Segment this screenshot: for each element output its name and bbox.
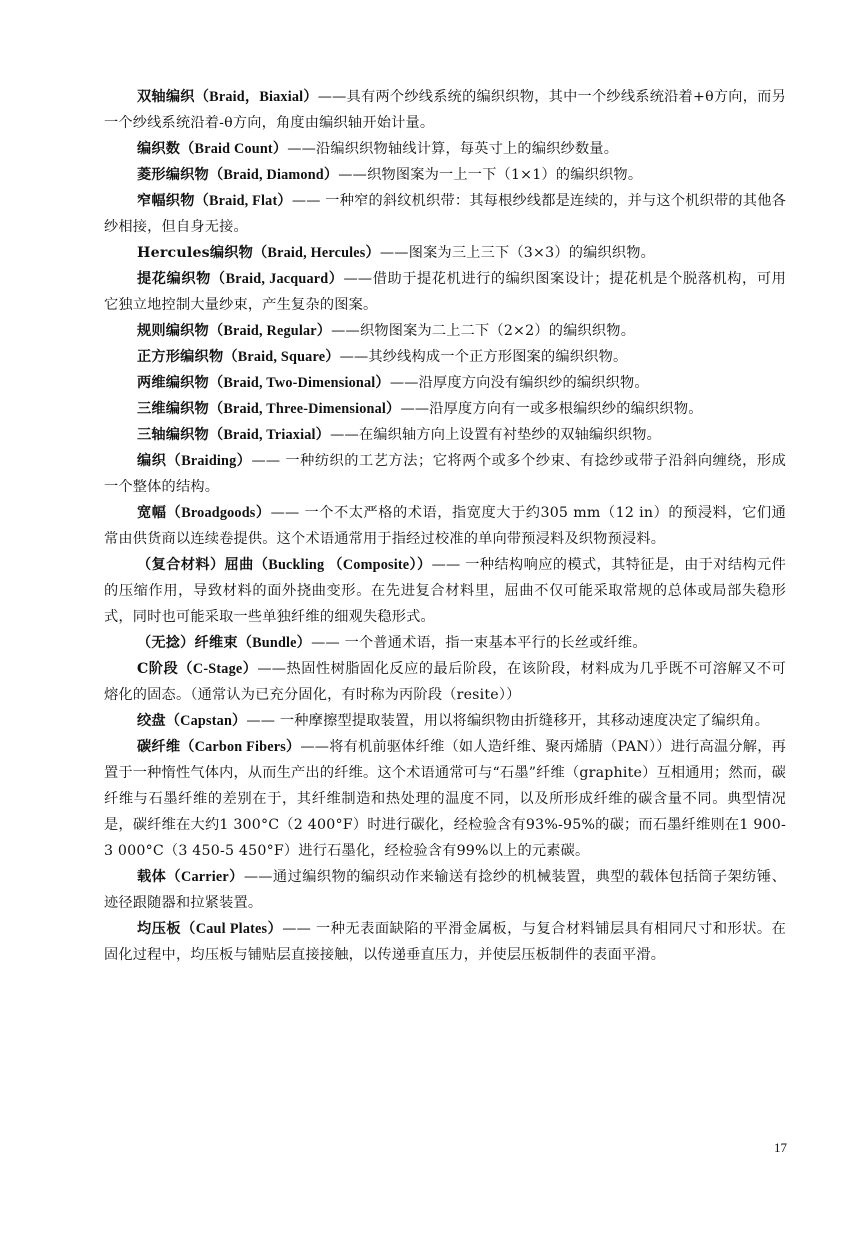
glossary-entry xyxy=(104,136,786,162)
entry-definition: ——图案为三上三下（3×3）的编织织物。 xyxy=(379,245,656,261)
entry-english: （Capstan） xyxy=(165,713,247,729)
glossary-entry xyxy=(104,240,786,266)
entry-term: 双轴编织 xyxy=(137,89,195,105)
glossary-entry xyxy=(104,422,786,448)
glossary-entry xyxy=(104,396,786,422)
entry-term: 宽幅 xyxy=(137,505,167,521)
entry-term: 三维编织物 xyxy=(137,401,209,417)
entry-term: 规则编织物 xyxy=(137,323,209,339)
entry-english: （Braid, Triaxial） xyxy=(208,427,331,443)
glossary-entry xyxy=(104,552,786,630)
glossary-entry xyxy=(104,864,786,916)
glossary-entry xyxy=(104,708,786,734)
entry-term: 编织 xyxy=(137,453,167,469)
glossary-entry xyxy=(104,318,786,344)
entry-english: （Carbon Fibers） xyxy=(180,739,301,755)
entry-term: 碳纤维 xyxy=(137,739,181,755)
entry-definition: —— 一个普通术语，指一束基本平行的长丝或纤维。 xyxy=(311,635,647,651)
entry-english: （Bundle） xyxy=(237,635,312,651)
entry-definition: —— 一种窄的斜纹机织带：其每根纱线都是连续的，并与这个机织带的其他各纱相接，但自身无接。 xyxy=(104,193,786,235)
glossary-entry xyxy=(104,916,786,968)
glossary-entry xyxy=(104,370,786,396)
glossary-entry xyxy=(104,344,786,370)
glossary-entry xyxy=(104,188,786,240)
entry-english: （Braid，Biaxial） xyxy=(194,89,318,105)
entry-english: （Braid, Regular） xyxy=(208,323,332,339)
entry-definition: ——织物图案为一上一下（1×1）的编织织物。 xyxy=(338,167,643,183)
glossary-entry xyxy=(104,266,786,318)
entry-term: 绞盘 xyxy=(137,713,166,729)
entry-term: 三轴编织物 xyxy=(137,427,209,443)
entry-definition: —— 一个不太严格的术语，指宽度大于约305 mm（12 in）的预浸料，它们通常由供货商以连续卷提供。这个术语通常用于指经过校准的单向带预浸料及织物预浸料。 xyxy=(104,505,786,547)
entry-definition: ——将有机前驱体纤维（如人造纤维、聚丙烯腈（PAN））进行高温分解，再置于一种惰性气体内，从而生产出的纤维。这个术语通常可与“石墨”纤维（graphite）互相通用；然而，碳纤维与石墨纤维的差别在于，其纤维制造和热处理的温度不同，以及所形成纤维的碳含量不同。典型情况是，碳纤维在大约1 300°C（2 400°F）时进行碳化，经检验含有93%-95%的碳；而石墨纤维则在1 900-3 000°C（3 450-5 450°F）进行石墨化，经检验含有99%以上的元素碳。 xyxy=(104,739,786,859)
entry-definition: —— 一种无表面缺陷的平滑金属板，与复合材料铺层具有相同尺寸和形状。在固化过程中，均压板与铺贴层直接接触，以传递垂直压力，并使层压板制件的表面平滑。 xyxy=(104,921,786,963)
entry-definition: ——沿厚度方向没有编织纱的编织织物。 xyxy=(389,375,649,391)
entry-term: 菱形编织物 xyxy=(137,167,209,183)
entry-term: 两维编织物 xyxy=(137,375,209,391)
entry-english: （Braid, Jacquard） xyxy=(210,271,344,287)
entry-definition: ——通过编织物的编织动作来输送有捻纱的机械装置，典型的载体包括筒子架纺锤、迹径跟随器和拉紧装置。 xyxy=(104,869,787,911)
entry-english: （Broadgoods） xyxy=(166,505,271,521)
entry-term: 编织数 xyxy=(137,141,181,157)
entry-english: （Buckling （Composite）） xyxy=(253,557,432,573)
entry-term: （复合材料）屈曲 xyxy=(137,557,254,573)
entry-definition: ——其纱线构成一个正方形图案的编织织物。 xyxy=(339,349,628,365)
entry-definition: ——织物图案为二上二下（2×2）的编织织物。 xyxy=(331,323,636,339)
entry-definition: ——在编织轴方向上设置有衬垫纱的双轴编织织物。 xyxy=(330,427,661,443)
entry-definition: —— 一种结构响应的模式，其特征是，由于对结构元件的压缩作用，导致材料的面外挠曲变形。在先进复合材料里，屈曲不仅可能采取常规的总体或局部失稳形式，同时也可能采取一些单独纤维的细观失稳形式。 xyxy=(104,557,786,625)
entry-definition: ——借助于提花机进行的编织图案设计；提花机是个脱落机构，可用它独立地控制大量纱束，产生复杂的图案。 xyxy=(104,271,786,313)
entry-english: （C-Stage） xyxy=(178,661,258,677)
glossary-entry xyxy=(104,448,786,500)
entry-english: （Braid, Three-Dimensional） xyxy=(208,401,401,417)
entry-term: 均压板 xyxy=(137,921,182,937)
entry-english: （Carrier） xyxy=(166,869,244,885)
entry-definition: ——沿厚度方向有一或多根编织纱的编织织物。 xyxy=(400,401,703,417)
entry-english: （Braiding） xyxy=(166,453,252,469)
entry-english: （Braid, Hercules） xyxy=(253,245,380,261)
entry-english: （Braid, Two-Dimensional） xyxy=(208,375,390,391)
entry-term: 正方形编织物 xyxy=(137,349,224,365)
entry-definition: ——沿编织织物轴线计算，每英寸上的编织纱数量。 xyxy=(287,141,619,157)
entry-term: Hercules编织物 xyxy=(137,245,254,261)
glossary-entry xyxy=(104,656,786,708)
page-number: 17 xyxy=(774,1140,787,1155)
entry-term: （无捻）纤维束 xyxy=(137,635,238,651)
entry-definition: —— 一种摩擦型提取装置，用以将编织物由折缝移开，其移动速度决定了编织角。 xyxy=(246,713,770,729)
entry-term: 载体 xyxy=(137,869,167,885)
entry-english: （Caul Plates） xyxy=(181,921,283,937)
entry-term: 窄幅织物 xyxy=(137,193,195,209)
glossary-entry xyxy=(104,630,786,656)
entry-english: （Braid Count） xyxy=(180,141,288,157)
glossary-page xyxy=(104,84,786,968)
entry-english: （Braid, Square） xyxy=(223,349,340,365)
glossary-entry xyxy=(104,162,786,188)
entry-english: （Braid, Diamond） xyxy=(208,167,339,183)
glossary-entry xyxy=(104,734,786,864)
entry-definition: ——热固性树脂固化反应的最后阶段，在该阶段，材料成为几乎既不可溶解又不可熔化的固态。（通常认为已充分固化，有时称为丙阶段（resite）） xyxy=(104,661,786,703)
glossary-entry xyxy=(104,500,786,552)
entry-term: C阶段 xyxy=(137,661,179,677)
glossary-entry xyxy=(104,84,786,136)
entry-definition: —— 一种纺织的工艺方法；它将两个或多个纱束、有捻纱或带子沿斜向缠绕，形成一个整体的结构。 xyxy=(104,453,786,495)
entry-definition: ——具有两个纱线系统的编织织物，其中一个纱线系统沿着+θ方向，而另一个纱线系统沿着-θ方向，角度由编织轴开始计量。 xyxy=(104,89,786,131)
entry-term: 提花编织物 xyxy=(137,271,211,287)
entry-english: （Braid, Flat） xyxy=(194,193,292,209)
